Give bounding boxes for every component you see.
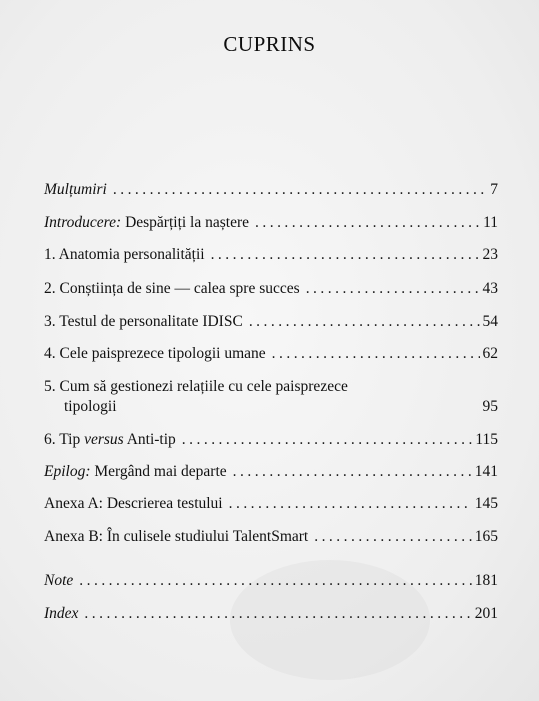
toc-page-number: 115 <box>475 431 498 448</box>
dot-leader <box>84 604 471 624</box>
toc-entry-label: 2. Conștiința de sine — calea spre succes <box>44 280 300 297</box>
toc-entry-anexa-a[interactable] <box>44 494 498 514</box>
toc-entry-anexa-b[interactable] <box>44 527 498 547</box>
dot-leader <box>233 462 472 482</box>
toc-entry-label: 1. Anatomia personalității <box>44 246 205 263</box>
dot-leader <box>113 180 487 200</box>
dot-leader <box>229 494 472 514</box>
toc-entry-index[interactable] <box>44 604 498 624</box>
toc-entry-continuation: tipologii 95 <box>64 398 498 415</box>
toc-entry-label: 3. Testul de personalitate IDISC <box>44 313 243 330</box>
toc-page-number: 181 <box>474 572 498 589</box>
toc-page-number: 54 <box>482 313 498 330</box>
toc-entry-label: Mulțumiri <box>44 181 107 198</box>
toc-entry-label: 4. Cele paisprezece tipologii umane <box>44 345 266 362</box>
toc-page-number: 62 <box>482 345 498 362</box>
toc-entry-label: Index <box>44 605 79 622</box>
toc-page-number: 11 <box>483 214 498 231</box>
toc-entry-chapter-4[interactable] <box>44 344 498 364</box>
toc-page-number: 141 <box>474 463 498 480</box>
toc-entry-chapter-3[interactable] <box>44 312 498 332</box>
toc-entry-label: 5. Cum să gestionezi relațiile cu cele paisprezece <box>44 378 348 395</box>
toc-entry-epilog[interactable] <box>44 462 498 482</box>
toc-page-number: 145 <box>474 495 498 512</box>
dot-leader <box>79 571 471 591</box>
toc-entry-chapter-6[interactable] <box>44 430 498 450</box>
toc-entry-label: Anexa B: În culisele studiului TalentSmart <box>44 528 309 545</box>
toc-entry-note[interactable] <box>44 571 498 591</box>
toc-entry-label: Anexa A: Descrierea testului <box>44 495 223 512</box>
toc-entry-label: 6. Tip versus Anti-tip <box>44 431 176 448</box>
dot-leader <box>306 279 480 299</box>
page-title: CUPRINS <box>223 32 316 56</box>
toc-entry-chapter-1[interactable] <box>44 245 498 265</box>
dot-leader <box>211 245 480 265</box>
toc-entry-label: Introducere: Despărțiți la naștere <box>44 214 250 231</box>
toc-page-number: 201 <box>474 605 498 622</box>
toc-page-number: 7 <box>490 181 498 198</box>
toc-page-number: 43 <box>482 280 498 297</box>
dot-leader <box>182 430 473 450</box>
toc-entry-chapter-5[interactable] <box>44 377 498 417</box>
toc-page-number: 23 <box>482 246 498 263</box>
dot-leader <box>255 213 480 233</box>
toc-page-number: 165 <box>474 528 498 545</box>
toc-entry-label: Note <box>44 572 74 589</box>
dot-leader <box>272 344 480 364</box>
dot-leader <box>249 312 480 332</box>
toc-entry-multumiri[interactable] <box>44 180 498 200</box>
toc-entry-chapter-2[interactable] <box>44 279 498 299</box>
toc-page-number: 95 <box>482 398 498 415</box>
toc-entry-introducere[interactable] <box>44 213 498 233</box>
toc-entry-label: Epilog: Mergând mai departe <box>44 463 227 480</box>
dot-leader <box>314 527 472 547</box>
